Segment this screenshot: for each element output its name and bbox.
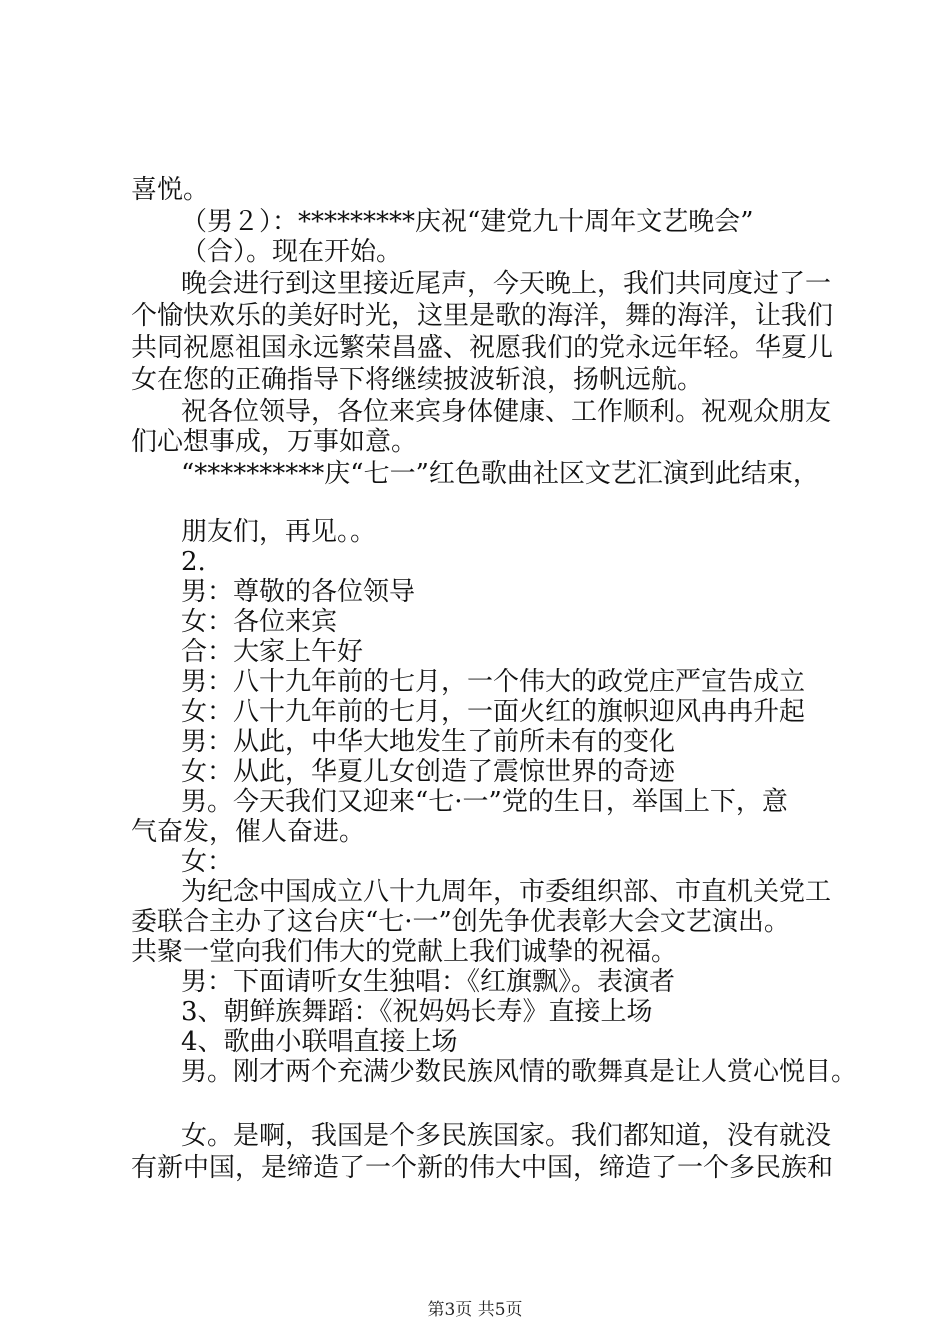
- text-line: 共聚一堂向我们伟大的党献上我们诚挚的祝福。: [131, 937, 678, 967]
- text-line: 为纪念中国成立八十九周年，市委组织部、市直机关党工: [181, 877, 832, 907]
- text-line: 男：八十九年前的七月，一个伟大的政党庄严宣告成立: [181, 667, 806, 697]
- text-line: 朋友们，再见。。: [181, 517, 377, 547]
- text-line: 女。是啊，我国是个多民族国家。我们都知道，没有就没: [181, 1121, 832, 1151]
- text-line: 男：下面请听女生独唱：《红旗飘》。表演者: [181, 967, 676, 997]
- text-line: 合：大家上午好: [181, 637, 364, 667]
- text-line: 女：从此，华夏儿女创造了震惊世界的奇迹: [181, 757, 676, 787]
- text-line: 男：从此，中华大地发生了前所未有的变化: [181, 727, 676, 757]
- text-line: 男。刚才两个充满少数民族风情的歌舞真是让人赏心悦目。: [181, 1057, 858, 1087]
- text-line: 女：八十九年前的七月，一面火红的旗帜迎风冉冉升起: [181, 697, 806, 727]
- text-line: 气奋发，催人奋进。: [131, 817, 366, 847]
- text-line: 有新中国，是缔造了一个新的伟大中国，缔造了一个多民族和: [131, 1153, 834, 1183]
- text-line: （男２）：*********庆祝“建党九十周年文艺晚会”: [181, 207, 754, 237]
- text-line: 男。今天我们又迎来“七·一”党的生日，举国上下，意: [181, 787, 788, 817]
- text-line: 委联合主办了这台庆“七·一”创先争优表彰大会文艺演出。: [131, 907, 790, 937]
- text-line: 男：尊敬的各位领导: [181, 577, 416, 607]
- text-line: 女：各位来宾: [181, 607, 338, 637]
- text-line: 共同祝愿祖国永远繁荣昌盛、祝愿我们的党永远年轻。华夏儿: [131, 333, 834, 363]
- text-line: 喜悦。: [131, 175, 210, 205]
- text-line: 个愉快欢乐的美好时光，这里是歌的海洋，舞的海洋，让我们: [131, 301, 834, 331]
- text-line: 女：: [181, 847, 234, 877]
- text-line: 2.: [181, 547, 206, 577]
- text-line: 晚会进行到这里接近尾声，今天晚上，我们共同度过了一: [181, 269, 832, 299]
- text-line: 女在您的正确指导下将继续披波斩浪，扬帆远航。: [131, 365, 704, 395]
- text-line: “**********庆“七一”红色歌曲社区文艺汇演到此结束，: [181, 459, 819, 489]
- text-line: 4、歌曲小联唱直接上场: [181, 1027, 458, 1057]
- text-line: 3、朝鲜族舞蹈：《祝妈妈长寿》直接上场: [181, 997, 653, 1027]
- text-line: （合）。现在开始。: [181, 237, 403, 267]
- text-line: 们心想事成，万事如意。: [131, 427, 418, 457]
- text-line: 祝各位领导，各位来宾身体健康、工作顺利。祝观众朋友: [181, 397, 832, 427]
- page-footer: 第3页 共5页: [427, 1300, 523, 1320]
